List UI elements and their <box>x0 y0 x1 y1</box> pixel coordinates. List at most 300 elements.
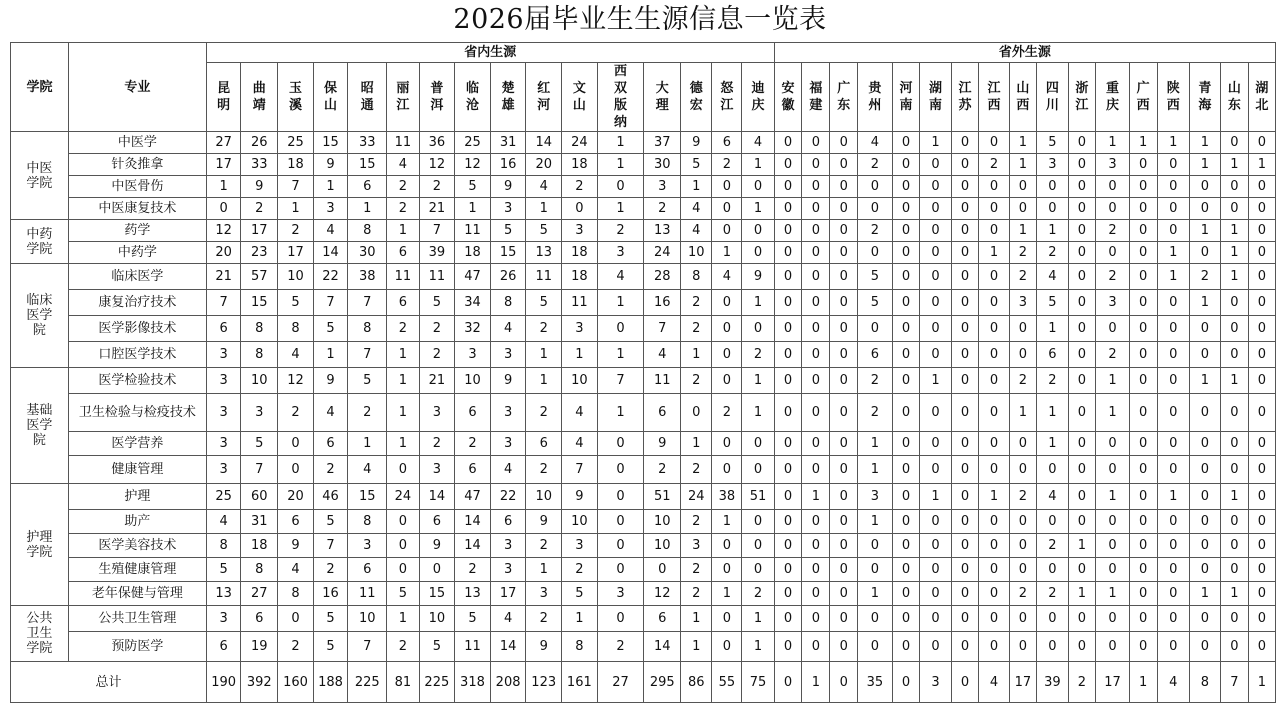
count-cell: 4 <box>387 154 419 176</box>
count-cell: 5 <box>1037 290 1068 316</box>
count-cell: 18 <box>455 242 491 264</box>
total-cell: 8 <box>1189 662 1220 703</box>
count-cell: 0 <box>774 606 802 632</box>
count-cell: 4 <box>206 510 241 534</box>
region-header-label: 昆明 <box>217 81 231 113</box>
count-cell: 1 <box>348 432 387 456</box>
count-cell: 1 <box>1221 154 1249 176</box>
count-cell: 24 <box>562 132 598 154</box>
count-cell: 0 <box>1221 534 1249 558</box>
count-cell: 13 <box>455 582 491 606</box>
count-cell: 9 <box>490 368 526 394</box>
count-cell: 11 <box>644 368 681 394</box>
count-cell: 4 <box>278 342 314 368</box>
total-cell: 55 <box>712 662 742 703</box>
count-cell: 0 <box>387 558 419 582</box>
count-cell: 0 <box>802 582 830 606</box>
count-cell: 2 <box>526 394 562 432</box>
count-cell: 0 <box>858 198 893 220</box>
count-cell: 6 <box>278 510 314 534</box>
count-cell: 1 <box>526 198 562 220</box>
total-cell: 75 <box>742 662 774 703</box>
count-cell: 27 <box>241 582 278 606</box>
count-cell: 31 <box>241 510 278 534</box>
count-cell: 0 <box>979 368 1009 394</box>
count-cell: 0 <box>774 368 802 394</box>
count-cell: 1 <box>858 432 893 456</box>
count-cell: 0 <box>830 290 858 316</box>
count-cell: 7 <box>348 290 387 316</box>
total-cell: 1 <box>802 662 830 703</box>
count-cell: 8 <box>206 534 241 558</box>
count-cell: 0 <box>774 220 802 242</box>
table-row <box>11 432 1276 456</box>
count-cell: 2 <box>644 456 681 484</box>
count-cell: 17 <box>490 582 526 606</box>
count-cell: 1 <box>1157 242 1189 264</box>
count-cell: 0 <box>1129 582 1157 606</box>
count-cell: 0 <box>1248 290 1275 316</box>
count-cell: 0 <box>1009 316 1037 342</box>
count-cell: 0 <box>858 632 893 662</box>
count-cell: 0 <box>802 368 830 394</box>
total-cell: 188 <box>313 662 348 703</box>
count-cell: 2 <box>313 456 348 484</box>
count-cell: 1 <box>1221 368 1249 394</box>
count-cell: 0 <box>1248 606 1275 632</box>
region-header-label: 德宏 <box>689 81 703 113</box>
count-cell: 0 <box>858 242 893 264</box>
count-cell: 5 <box>858 290 893 316</box>
count-cell: 0 <box>979 342 1009 368</box>
count-cell: 0 <box>1009 198 1037 220</box>
count-cell: 2 <box>712 154 742 176</box>
count-cell: 0 <box>951 242 979 264</box>
total-cell: 2 <box>1068 662 1096 703</box>
count-cell: 15 <box>348 154 387 176</box>
count-cell: 9 <box>526 632 562 662</box>
college-cell <box>11 132 69 220</box>
total-cell: 86 <box>681 662 712 703</box>
count-cell: 0 <box>1068 316 1096 342</box>
count-cell: 1 <box>455 198 491 220</box>
count-cell: 20 <box>526 154 562 176</box>
region-header-label: 大理 <box>655 81 669 113</box>
region-header-label: 曲靖 <box>252 81 266 113</box>
count-cell: 4 <box>313 394 348 432</box>
count-cell: 1 <box>1037 432 1068 456</box>
count-cell: 1 <box>387 606 419 632</box>
count-cell: 2 <box>681 316 712 342</box>
count-cell: 0 <box>1189 176 1220 198</box>
region-header <box>1096 63 1129 132</box>
count-cell: 0 <box>1157 582 1189 606</box>
count-cell: 0 <box>1129 484 1157 510</box>
count-cell: 1 <box>1189 582 1220 606</box>
count-cell: 0 <box>774 534 802 558</box>
count-cell: 25 <box>455 132 491 154</box>
count-cell: 12 <box>419 154 455 176</box>
count-cell: 0 <box>1157 432 1189 456</box>
region-header <box>1248 63 1275 132</box>
count-cell: 10 <box>562 368 598 394</box>
major-cell: 医学营养 <box>68 432 206 456</box>
count-cell: 0 <box>802 176 830 198</box>
count-cell: 2 <box>858 154 893 176</box>
count-cell: 14 <box>490 632 526 662</box>
count-cell: 0 <box>1096 606 1129 632</box>
count-cell: 0 <box>1248 198 1275 220</box>
count-cell: 1 <box>526 368 562 394</box>
region-header-label: 山东 <box>1227 81 1241 113</box>
count-cell: 6 <box>387 242 419 264</box>
count-cell: 4 <box>490 606 526 632</box>
count-cell: 0 <box>1189 606 1220 632</box>
count-cell: 7 <box>313 534 348 558</box>
count-cell: 2 <box>597 220 644 242</box>
region-header-label: 普洱 <box>430 81 444 113</box>
count-cell: 3 <box>858 484 893 510</box>
count-cell: 0 <box>892 632 920 662</box>
count-cell: 0 <box>1129 176 1157 198</box>
count-cell: 0 <box>278 606 314 632</box>
major-cell: 护理 <box>68 484 206 510</box>
count-cell: 1 <box>1157 132 1189 154</box>
count-cell: 0 <box>1129 510 1157 534</box>
region-header-label: 青海 <box>1198 81 1212 113</box>
count-cell: 10 <box>455 368 491 394</box>
count-cell: 0 <box>1189 534 1220 558</box>
count-cell: 0 <box>1221 198 1249 220</box>
count-cell: 1 <box>1157 264 1189 290</box>
count-cell: 14 <box>313 242 348 264</box>
count-cell: 0 <box>951 154 979 176</box>
count-cell: 6 <box>241 606 278 632</box>
count-cell: 1 <box>681 606 712 632</box>
count-cell: 3 <box>562 316 598 342</box>
count-cell: 0 <box>1129 154 1157 176</box>
count-cell: 0 <box>1189 456 1220 484</box>
count-cell: 0 <box>1009 558 1037 582</box>
total-cell: 17 <box>1009 662 1037 703</box>
count-cell: 0 <box>1189 632 1220 662</box>
count-cell: 0 <box>892 456 920 484</box>
count-cell: 0 <box>1157 198 1189 220</box>
table-container <box>10 42 1276 703</box>
count-cell: 2 <box>241 198 278 220</box>
count-cell: 2 <box>681 510 712 534</box>
count-cell: 1 <box>920 484 951 510</box>
count-cell: 0 <box>920 264 951 290</box>
count-cell: 5 <box>681 154 712 176</box>
count-cell: 2 <box>526 534 562 558</box>
count-cell: 5 <box>455 176 491 198</box>
count-cell: 1 <box>562 606 598 632</box>
major-cell: 中医学 <box>68 132 206 154</box>
count-cell: 1 <box>387 394 419 432</box>
count-cell: 0 <box>979 394 1009 432</box>
count-cell: 0 <box>712 290 742 316</box>
count-cell: 2 <box>858 394 893 432</box>
count-cell: 0 <box>1157 606 1189 632</box>
count-cell: 0 <box>1129 432 1157 456</box>
student-source-table <box>10 42 1276 703</box>
count-cell: 3 <box>490 198 526 220</box>
count-cell: 1 <box>1189 154 1220 176</box>
count-cell: 10 <box>348 606 387 632</box>
major-cell: 生殖健康管理 <box>68 558 206 582</box>
count-cell: 6 <box>644 606 681 632</box>
count-cell: 0 <box>979 176 1009 198</box>
count-cell: 0 <box>1068 342 1096 368</box>
count-cell: 0 <box>951 220 979 242</box>
region-header-label: 西双版纳 <box>614 64 628 130</box>
count-cell: 0 <box>712 534 742 558</box>
count-cell: 1 <box>278 198 314 220</box>
count-cell: 0 <box>712 456 742 484</box>
count-cell: 1 <box>712 582 742 606</box>
count-cell: 2 <box>681 582 712 606</box>
count-cell: 0 <box>712 176 742 198</box>
count-cell: 26 <box>241 132 278 154</box>
count-cell: 1 <box>1096 582 1129 606</box>
count-cell: 1 <box>597 132 644 154</box>
count-cell: 0 <box>951 176 979 198</box>
count-cell: 15 <box>419 582 455 606</box>
count-cell: 0 <box>892 264 920 290</box>
count-cell: 1 <box>742 632 774 662</box>
count-cell: 1 <box>742 198 774 220</box>
count-cell: 1 <box>1129 132 1157 154</box>
count-cell: 1 <box>1096 484 1129 510</box>
major-cell: 公共卫生管理 <box>68 606 206 632</box>
region-header-label: 文山 <box>572 81 586 113</box>
region-header-label: 浙江 <box>1075 81 1089 113</box>
table-row <box>11 484 1276 510</box>
count-cell: 4 <box>644 342 681 368</box>
count-cell: 0 <box>920 632 951 662</box>
count-cell: 16 <box>644 290 681 316</box>
college-name: 临床医学院 <box>26 293 53 338</box>
count-cell: 0 <box>1129 198 1157 220</box>
region-header <box>241 63 278 132</box>
count-cell: 0 <box>1068 220 1096 242</box>
count-cell: 2 <box>1009 368 1037 394</box>
count-cell: 0 <box>920 220 951 242</box>
count-cell: 3 <box>1096 154 1129 176</box>
region-header <box>348 63 387 132</box>
count-cell: 3 <box>455 342 491 368</box>
count-cell: 0 <box>920 290 951 316</box>
count-cell: 3 <box>562 534 598 558</box>
count-cell: 0 <box>892 220 920 242</box>
region-header <box>1129 63 1157 132</box>
count-cell: 0 <box>1129 394 1157 432</box>
count-cell: 3 <box>206 606 241 632</box>
count-cell: 24 <box>681 484 712 510</box>
count-cell: 8 <box>278 316 314 342</box>
region-header-label: 江苏 <box>958 81 972 113</box>
major-cell: 医学美容技术 <box>68 534 206 558</box>
count-cell: 0 <box>802 342 830 368</box>
count-cell: 0 <box>830 558 858 582</box>
count-cell: 4 <box>597 264 644 290</box>
count-cell: 0 <box>951 606 979 632</box>
count-cell: 2 <box>1037 368 1068 394</box>
count-cell: 6 <box>1037 342 1068 368</box>
count-cell: 0 <box>1068 242 1096 264</box>
count-cell: 0 <box>1129 456 1157 484</box>
count-cell: 0 <box>1157 220 1189 242</box>
count-cell: 0 <box>1009 606 1037 632</box>
count-cell: 1 <box>387 342 419 368</box>
count-cell: 0 <box>802 198 830 220</box>
count-cell: 0 <box>830 456 858 484</box>
count-cell: 0 <box>1096 316 1129 342</box>
count-cell: 1 <box>1068 534 1096 558</box>
table-row <box>11 132 1276 154</box>
count-cell: 0 <box>1248 242 1275 264</box>
count-cell: 0 <box>892 368 920 394</box>
count-cell: 0 <box>951 198 979 220</box>
table-row <box>11 220 1276 242</box>
count-cell: 0 <box>830 242 858 264</box>
count-cell: 0 <box>951 368 979 394</box>
table-row <box>11 534 1276 558</box>
count-cell: 8 <box>278 582 314 606</box>
count-cell: 5 <box>313 316 348 342</box>
count-cell: 0 <box>951 290 979 316</box>
total-cell: 4 <box>1157 662 1189 703</box>
count-cell: 0 <box>920 316 951 342</box>
count-cell: 0 <box>1221 290 1249 316</box>
count-cell: 0 <box>1068 198 1096 220</box>
count-cell: 0 <box>712 220 742 242</box>
count-cell: 1 <box>597 290 644 316</box>
count-cell: 0 <box>1037 456 1068 484</box>
count-cell: 0 <box>979 290 1009 316</box>
count-cell: 0 <box>802 154 830 176</box>
count-cell: 18 <box>562 242 598 264</box>
region-header <box>313 63 348 132</box>
count-cell: 3 <box>490 558 526 582</box>
count-cell: 6 <box>206 632 241 662</box>
count-cell: 9 <box>313 154 348 176</box>
count-cell: 21 <box>419 198 455 220</box>
table-row <box>11 582 1276 606</box>
count-cell: 46 <box>313 484 348 510</box>
count-cell: 33 <box>348 132 387 154</box>
count-cell: 0 <box>1189 342 1220 368</box>
college-cell <box>11 606 69 662</box>
count-cell: 10 <box>526 484 562 510</box>
count-cell: 11 <box>562 290 598 316</box>
count-cell: 0 <box>920 176 951 198</box>
count-cell: 0 <box>830 198 858 220</box>
region-header-label: 福建 <box>809 81 823 113</box>
count-cell: 0 <box>1129 220 1157 242</box>
count-cell: 1 <box>1221 484 1249 510</box>
total-cell: 225 <box>348 662 387 703</box>
count-cell: 5 <box>526 290 562 316</box>
count-cell: 0 <box>1009 342 1037 368</box>
count-cell: 32 <box>455 316 491 342</box>
count-cell: 0 <box>830 632 858 662</box>
count-cell: 2 <box>526 316 562 342</box>
count-cell: 0 <box>1157 316 1189 342</box>
count-cell: 0 <box>1068 606 1096 632</box>
region-header-label: 临沧 <box>465 81 479 113</box>
count-cell: 0 <box>892 176 920 198</box>
total-cell: 1 <box>1248 662 1275 703</box>
count-cell: 0 <box>830 264 858 290</box>
count-cell: 0 <box>774 510 802 534</box>
region-header <box>597 63 644 132</box>
count-cell: 0 <box>830 394 858 432</box>
table-row <box>11 456 1276 484</box>
count-cell: 0 <box>802 264 830 290</box>
count-cell: 1 <box>387 368 419 394</box>
count-cell: 0 <box>892 316 920 342</box>
count-cell: 0 <box>830 484 858 510</box>
total-cell: 160 <box>278 662 314 703</box>
count-cell: 0 <box>774 154 802 176</box>
region-header <box>455 63 491 132</box>
total-cell: 3 <box>920 662 951 703</box>
count-cell: 0 <box>597 484 644 510</box>
count-cell: 0 <box>979 534 1009 558</box>
count-cell: 12 <box>206 220 241 242</box>
count-cell: 0 <box>920 456 951 484</box>
count-cell: 9 <box>241 176 278 198</box>
count-cell: 0 <box>1096 242 1129 264</box>
count-cell: 17 <box>278 242 314 264</box>
count-cell: 3 <box>644 176 681 198</box>
count-cell: 0 <box>597 176 644 198</box>
count-cell: 10 <box>644 534 681 558</box>
total-cell: 190 <box>206 662 241 703</box>
count-cell: 17 <box>241 220 278 242</box>
count-cell: 0 <box>278 456 314 484</box>
count-cell: 7 <box>419 220 455 242</box>
count-cell: 0 <box>742 220 774 242</box>
count-cell: 0 <box>1037 606 1068 632</box>
count-cell: 0 <box>712 198 742 220</box>
count-cell: 2 <box>387 632 419 662</box>
count-cell: 0 <box>206 198 241 220</box>
count-cell: 0 <box>1009 432 1037 456</box>
count-cell: 0 <box>774 484 802 510</box>
college-name: 护理学院 <box>26 529 53 560</box>
count-cell: 0 <box>774 558 802 582</box>
region-header <box>1221 63 1249 132</box>
count-cell: 8 <box>562 632 598 662</box>
count-cell: 0 <box>774 632 802 662</box>
count-cell: 0 <box>774 456 802 484</box>
count-cell: 5 <box>313 510 348 534</box>
count-cell: 47 <box>455 264 491 290</box>
count-cell: 0 <box>1009 632 1037 662</box>
count-cell: 3 <box>419 394 455 432</box>
count-cell: 2 <box>455 558 491 582</box>
count-cell: 0 <box>1129 368 1157 394</box>
count-cell: 9 <box>644 432 681 456</box>
count-cell: 39 <box>419 242 455 264</box>
count-cell: 0 <box>597 316 644 342</box>
count-cell: 1 <box>742 368 774 394</box>
count-cell: 4 <box>490 456 526 484</box>
count-cell: 0 <box>774 132 802 154</box>
